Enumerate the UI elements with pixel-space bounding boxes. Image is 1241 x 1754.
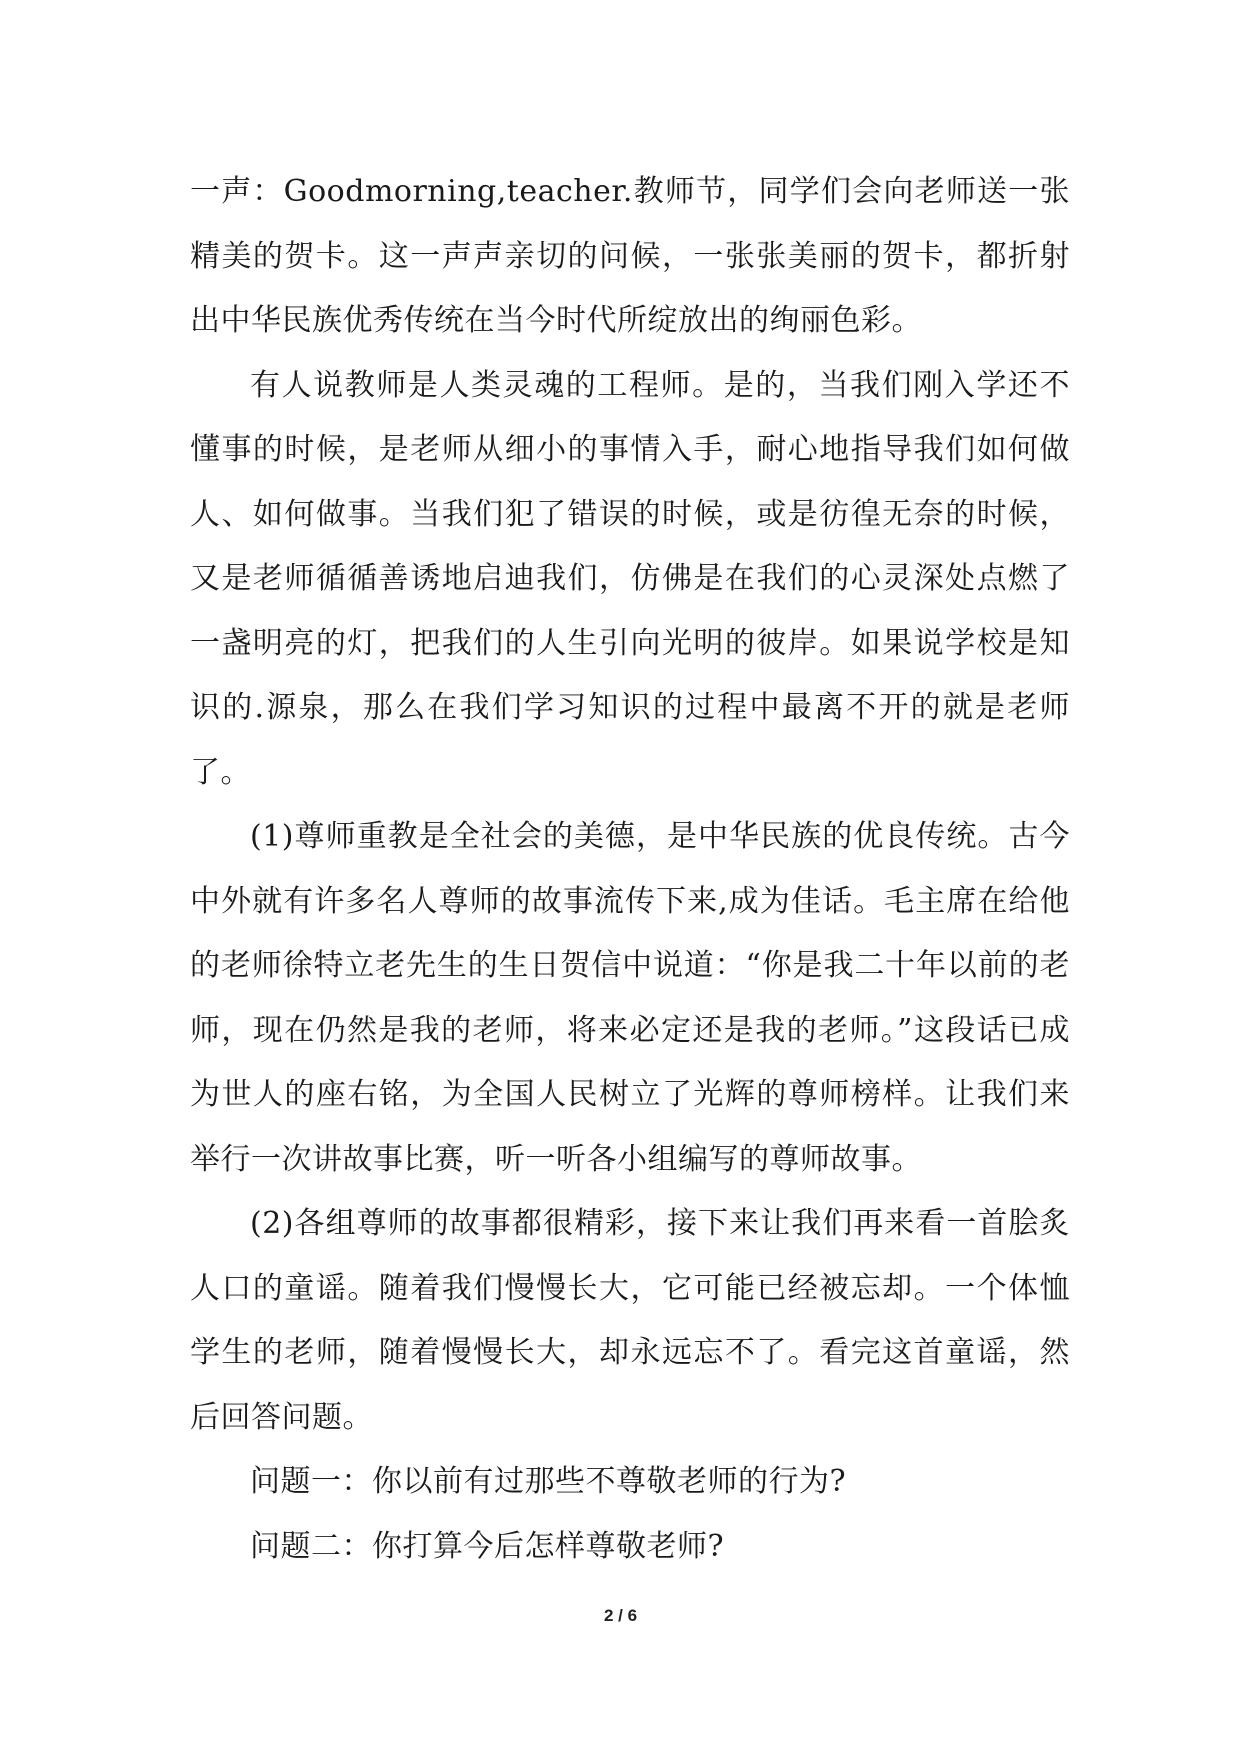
paragraph-question-one: 问题一：你以前有过那些不尊敬老师的行为? — [250, 1464, 847, 1499]
document-body — [190, 160, 1070, 1579]
paragraph-nursery-rhyme: (2)各组尊师的故事都很精彩，接下来让我们再来看一首脍炙人口的童谣。随着我们慢慢长大，它可能已经被忘却。一个体恤学生的老师，随着慢慢长大，却永远忘不了。看完这首童谣，然后回答问题。 — [190, 1206, 1070, 1435]
paragraph-respect-tradition: (1)尊师重教是全社会的美德，是中华民族的优良传统。古今中外就有许多名人尊师的故事流传下来,成为佳话。毛主席在给他的老师徐特立老先生的生日贺信中说道：“你是我二十年以前的老师，现在仍然是我的老师，将来必定还是我的老师。”这段话已成为世人的座右铭，为全国人民树立了光辉的尊师榜样。让我们来举行一次讲故事比赛，听一听各小组编写的尊师故事。 — [190, 819, 1070, 1177]
page-number: 2 / 6 — [603, 1606, 638, 1625]
paragraph-question-two: 问题二：你打算今后怎样尊敬老师? — [250, 1528, 725, 1564]
paragraph-greeting-continuation: 一声：Goodmorning,teacher.教师节，同学们会向老师送一张精美的贺卡。这一声声亲切的问候，一张张美丽的贺卡，都折射出中华民族优秀传统在当今时代所绽放出的绚丽色彩。 — [190, 174, 1070, 338]
paragraph-teacher-engineer: 有人说教师是人类灵魂的工程师。是的，当我们刚入学还不懂事的时候，是老师从细小的事情入手，耐心地指导我们如何做人、如何做事。当我们犯了错误的时候，或是彷徨无奈的时候，又是老师循循善诱地启迪我们，仿佛是在我们的心灵深处点燃了一盏明亮的灯，把我们的人生引向光明的彼岸。如果说学校是知识的.源泉，那么在我们学习知识的过程中最离不开的就是老师了。 — [190, 367, 1070, 790]
